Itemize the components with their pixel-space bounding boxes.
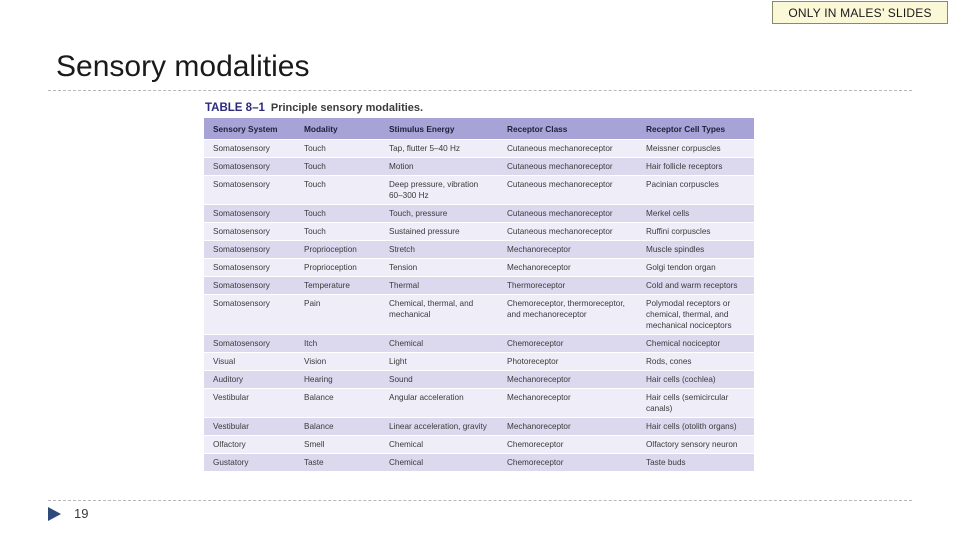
table-row (204, 371, 754, 389)
cell-modality: Smell (295, 436, 380, 454)
cell-receptor-class: Cutaneous mechanoreceptor (498, 158, 637, 176)
table-row (204, 335, 754, 353)
cell-sensory-system: Vestibular (204, 389, 295, 418)
cell-receptor-class: Mechanoreceptor (498, 259, 637, 277)
cell-stimulus-energy: Touch, pressure (380, 205, 498, 223)
table-caption (204, 98, 754, 118)
cell-modality: Hearing (295, 371, 380, 389)
table-body (204, 140, 754, 472)
sensory-modalities-table (204, 118, 754, 471)
header-receptor-cell-types: Receptor Cell Types (637, 118, 754, 140)
cell-sensory-system: Olfactory (204, 436, 295, 454)
cell-sensory-system: Somatosensory (204, 158, 295, 176)
cell-sensory-system: Somatosensory (204, 259, 295, 277)
cell-receptor-cell-types: Olfactory sensory neuron (637, 436, 754, 454)
cell-stimulus-energy: Sustained pressure (380, 223, 498, 241)
table-header-row (204, 118, 754, 140)
cell-stimulus-energy: Angular acceleration (380, 389, 498, 418)
cell-receptor-cell-types: Ruffini corpuscles (637, 223, 754, 241)
table-row (204, 418, 754, 436)
cell-receptor-cell-types: Hair follicle receptors (637, 158, 754, 176)
cell-receptor-cell-types: Merkel cells (637, 205, 754, 223)
cell-receptor-cell-types: Rods, cones (637, 353, 754, 371)
cell-stimulus-energy: Linear acceleration, gravity (380, 418, 498, 436)
cell-modality: Vision (295, 353, 380, 371)
table-number: TABLE 8–1 (205, 102, 265, 114)
cell-modality: Taste (295, 454, 380, 472)
header-modality: Modality (295, 118, 380, 140)
title-divider (48, 90, 912, 91)
sensory-modalities-table-figure (204, 98, 754, 494)
footer-divider (48, 500, 912, 501)
page-number: 19 (74, 506, 89, 521)
cell-stimulus-energy: Chemical (380, 335, 498, 353)
cell-modality: Pain (295, 295, 380, 335)
cell-stimulus-energy: Chemical, thermal, and mechanical (380, 295, 498, 335)
cell-receptor-cell-types: Pacinian corpuscles (637, 176, 754, 205)
cell-stimulus-energy: Sound (380, 371, 498, 389)
cell-receptor-class: Mechanoreceptor (498, 389, 637, 418)
cell-sensory-system: Auditory (204, 371, 295, 389)
cell-receptor-cell-types: Hair cells (otolith organs) (637, 418, 754, 436)
cell-receptor-class: Chemoreceptor (498, 436, 637, 454)
cell-receptor-cell-types: Hair cells (semicircular canals) (637, 389, 754, 418)
cell-stimulus-energy: Thermal (380, 277, 498, 295)
cell-modality: Balance (295, 389, 380, 418)
header-stimulus-energy: Stimulus Energy (380, 118, 498, 140)
cell-modality: Temperature (295, 277, 380, 295)
cell-stimulus-energy: Light (380, 353, 498, 371)
cell-receptor-class: Chemoreceptor, thermoreceptor, and mechanoreceptor (498, 295, 637, 335)
cell-receptor-class: Chemoreceptor (498, 454, 637, 472)
cell-sensory-system: Somatosensory (204, 205, 295, 223)
table-row (204, 205, 754, 223)
footer-arrow-icon (48, 507, 61, 521)
cell-receptor-cell-types: Polymodal receptors or chemical, thermal, and mechanical nociceptors (637, 295, 754, 335)
cell-receptor-class: Photoreceptor (498, 353, 637, 371)
table-row (204, 241, 754, 259)
males-only-badge: ONLY IN MALES’ SLIDES (772, 1, 948, 24)
cell-sensory-system: Somatosensory (204, 277, 295, 295)
cell-stimulus-energy: Tension (380, 259, 498, 277)
header-sensory-system: Sensory System (204, 118, 295, 140)
table-row (204, 176, 754, 205)
cell-receptor-class: Mechanoreceptor (498, 371, 637, 389)
cell-modality: Balance (295, 418, 380, 436)
cell-stimulus-energy: Tap, flutter 5–40 Hz (380, 140, 498, 158)
cell-receptor-cell-types: Taste buds (637, 454, 754, 472)
cell-sensory-system: Somatosensory (204, 241, 295, 259)
cell-sensory-system: Vestibular (204, 418, 295, 436)
cell-stimulus-energy: Stretch (380, 241, 498, 259)
cell-stimulus-energy: Motion (380, 158, 498, 176)
cell-sensory-system: Somatosensory (204, 295, 295, 335)
table-row (204, 295, 754, 335)
cell-stimulus-energy: Chemical (380, 454, 498, 472)
table-row (204, 158, 754, 176)
cell-sensory-system: Gustatory (204, 454, 295, 472)
cell-receptor-class: Cutaneous mechanoreceptor (498, 176, 637, 205)
cell-receptor-class: Chemoreceptor (498, 335, 637, 353)
cell-stimulus-energy: Deep pressure, vibration 60–300 Hz (380, 176, 498, 205)
table-caption-text: Principle sensory modalities. (270, 102, 424, 114)
header-receptor-class: Receptor Class (498, 118, 637, 140)
cell-modality: Itch (295, 335, 380, 353)
cell-sensory-system: Somatosensory (204, 140, 295, 158)
cell-modality: Touch (295, 176, 380, 205)
cell-receptor-cell-types: Hair cells (cochlea) (637, 371, 754, 389)
cell-modality: Proprioception (295, 259, 380, 277)
cell-receptor-cell-types: Muscle spindles (637, 241, 754, 259)
table-row (204, 436, 754, 454)
cell-receptor-cell-types: Golgi tendon organ (637, 259, 754, 277)
cell-receptor-class: Mechanoreceptor (498, 241, 637, 259)
cell-receptor-class: Cutaneous mechanoreceptor (498, 140, 637, 158)
table-row (204, 353, 754, 371)
cell-modality: Touch (295, 223, 380, 241)
table-row (204, 223, 754, 241)
cell-receptor-class: Thermoreceptor (498, 277, 637, 295)
table-row (204, 454, 754, 472)
cell-stimulus-energy: Chemical (380, 436, 498, 454)
cell-sensory-system: Visual (204, 353, 295, 371)
cell-modality: Touch (295, 158, 380, 176)
table-row (204, 259, 754, 277)
cell-sensory-system: Somatosensory (204, 335, 295, 353)
cell-receptor-class: Cutaneous mechanoreceptor (498, 223, 637, 241)
table-row (204, 140, 754, 158)
cell-receptor-cell-types: Meissner corpuscles (637, 140, 754, 158)
cell-modality: Touch (295, 140, 380, 158)
cell-receptor-cell-types: Chemical nociceptor (637, 335, 754, 353)
cell-receptor-class: Mechanoreceptor (498, 418, 637, 436)
table-row (204, 389, 754, 418)
table-row (204, 277, 754, 295)
cell-receptor-cell-types: Cold and warm receptors (637, 277, 754, 295)
cell-modality: Touch (295, 205, 380, 223)
cell-sensory-system: Somatosensory (204, 223, 295, 241)
cell-receptor-class: Cutaneous mechanoreceptor (498, 205, 637, 223)
slide-title: Sensory modalities (56, 50, 310, 83)
cell-modality: Proprioception (295, 241, 380, 259)
cell-sensory-system: Somatosensory (204, 176, 295, 205)
